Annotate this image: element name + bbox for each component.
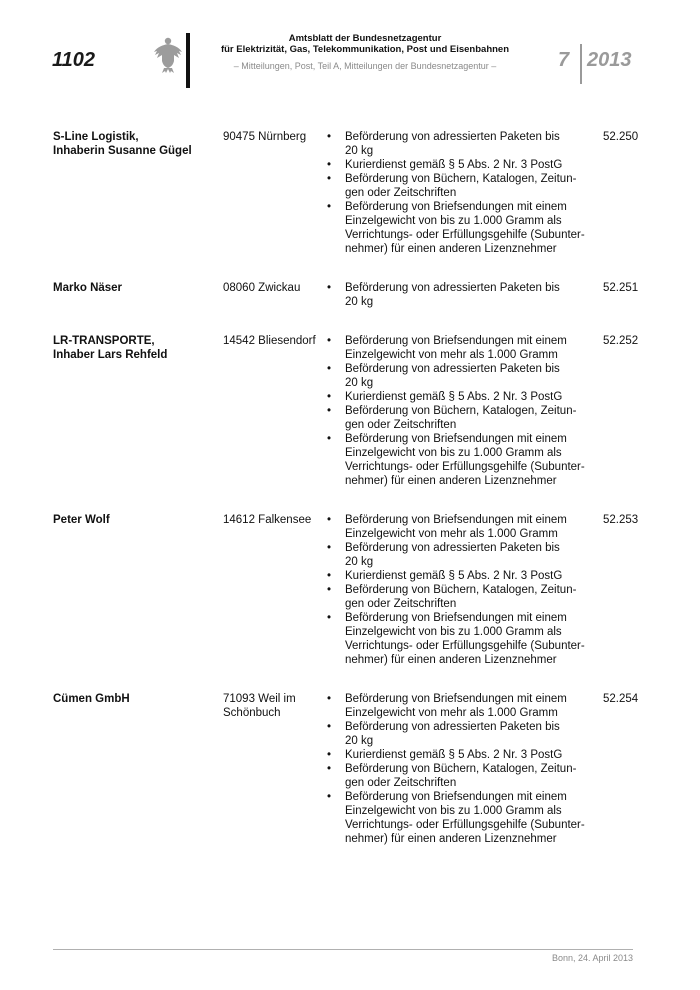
license-number: 52.250	[603, 131, 639, 143]
service-text-line: Kurierdienst gemäß § 5 Abs. 2 Nr. 3 PostG	[345, 749, 563, 761]
federal-eagle-icon	[153, 34, 183, 74]
bullet-icon: •	[327, 405, 332, 417]
licensee-name-line: Cümen GmbH	[53, 693, 130, 705]
service-text-line: Einzelgewicht von mehr als 1.000 Gramm	[345, 707, 558, 719]
service-text-line: Kurierdienst gemäß § 5 Abs. 2 Nr. 3 PostG	[345, 159, 563, 171]
service-text-line: Beförderung von adressierten Paketen bis	[345, 131, 560, 143]
service-text-line: gen oder Zeitschriften	[345, 419, 457, 431]
service-item	[327, 432, 603, 488]
service-list	[327, 281, 603, 309]
bullet-icon: •	[327, 570, 332, 582]
service-item	[327, 172, 603, 200]
service-text-line: 20 kg	[345, 296, 374, 308]
service-text-line: Beförderung von Briefsendungen mit einem	[345, 514, 567, 526]
service-item	[327, 158, 603, 172]
license-entry	[53, 334, 639, 488]
service-text	[345, 130, 603, 158]
journal-title-line2: für Elektrizität, Gas, Telekommunikation, Post und Eisenbahnen	[220, 44, 510, 55]
service-text-line: Beförderung von Briefsendungen mit einem	[345, 693, 567, 705]
service-item	[327, 790, 603, 846]
service-text	[345, 362, 603, 390]
licensee-name-line: Inhaberin Susanne Gügel	[53, 145, 192, 157]
bullet-icon: •	[327, 201, 332, 213]
licensee-name	[53, 281, 223, 309]
service-text	[345, 200, 603, 256]
service-text	[345, 569, 603, 583]
licensee-name-line: Marko Näser	[53, 282, 123, 294]
service-text-line: gen oder Zeitschriften	[345, 598, 457, 610]
service-text-line: 20 kg	[345, 735, 374, 747]
bullet-icon: •	[327, 335, 332, 347]
service-text-line: 20 kg	[345, 556, 374, 568]
journal-title-line1: Amtsblatt der Bundesnetzagentur	[288, 33, 442, 44]
licensee-location	[223, 334, 327, 488]
service-text-line: Einzelgewicht von bis zu 1.000 Gramm als	[345, 805, 562, 817]
service-text-line: nehmer) für einen anderen Lizenznehmer	[345, 243, 557, 255]
service-item	[327, 762, 603, 790]
service-text-line: Beförderung von Büchern, Katalogen, Zeitun-	[345, 173, 577, 185]
license-number: 52.254	[603, 693, 639, 705]
service-text-line: Einzelgewicht von bis zu 1.000 Gramm als	[345, 447, 562, 459]
service-text	[345, 172, 603, 200]
service-text	[345, 390, 603, 404]
licensee-location	[223, 130, 327, 256]
footer-rule	[53, 949, 633, 950]
service-text-line: Kurierdienst gemäß § 5 Abs. 2 Nr. 3 PostG	[345, 391, 563, 403]
license-entry	[53, 692, 639, 846]
service-text	[345, 432, 603, 488]
journal-title	[190, 33, 540, 55]
licensee-name	[53, 130, 223, 256]
service-item	[327, 569, 603, 583]
service-item	[327, 583, 603, 611]
licensee-name	[53, 334, 223, 488]
service-text-line: Verrichtungs- oder Erfüllungsgehilfe (Subunter-	[345, 640, 585, 652]
page-number: 1102	[52, 49, 96, 71]
licensee-location	[223, 281, 327, 309]
service-text-line: Beförderung von Briefsendungen mit einem	[345, 433, 567, 445]
service-text-line: Beförderung von Büchern, Katalogen, Zeitun-	[345, 405, 577, 417]
licensee-name-line: LR-TRANSPORTE,	[53, 335, 155, 347]
service-text-line: Beförderung von Büchern, Katalogen, Zeitun-	[345, 763, 577, 775]
licensee-name-line: Inhaber Lars Rehfeld	[53, 349, 168, 361]
service-item	[327, 130, 603, 158]
service-item	[327, 513, 603, 541]
issue-year: 2013	[587, 49, 632, 71]
service-text-line: Beförderung von Briefsendungen mit einem	[345, 335, 567, 347]
bullet-icon: •	[327, 763, 332, 775]
service-text	[345, 513, 603, 541]
service-list	[327, 513, 603, 667]
service-item	[327, 611, 603, 667]
location-line: 14542 Bliesendorf	[223, 335, 316, 347]
service-item	[327, 720, 603, 748]
service-text	[345, 334, 603, 362]
service-text-line: Verrichtungs- oder Erfüllungsgehilfe (Subunter-	[345, 229, 585, 241]
license-number: 52.251	[603, 282, 639, 294]
service-text-line: Einzelgewicht von mehr als 1.000 Gramm	[345, 349, 558, 361]
license-entry	[53, 130, 639, 256]
service-text-line: Einzelgewicht von bis zu 1.000 Gramm als	[345, 626, 562, 638]
service-text	[345, 790, 603, 846]
location-line: 14612 Falkensee	[223, 514, 312, 526]
bullet-icon: •	[327, 612, 332, 624]
service-text	[345, 748, 603, 762]
issue-number: 7	[558, 49, 570, 71]
service-item	[327, 334, 603, 362]
service-text-line: Beförderung von Briefsendungen mit einem	[345, 791, 567, 803]
service-item	[327, 200, 603, 256]
journal-subtitle: – Mitteilungen, Post, Teil A, Mitteilungen der Bundesnetzagentur –	[233, 61, 497, 71]
service-text-line: gen oder Zeitschriften	[345, 187, 457, 199]
service-item	[327, 748, 603, 762]
service-text-line: nehmer) für einen anderen Lizenznehmer	[345, 475, 557, 487]
bullet-icon: •	[327, 584, 332, 596]
service-text-line: gen oder Zeitschriften	[345, 777, 457, 789]
bullet-icon: •	[327, 693, 332, 705]
bullet-icon: •	[327, 391, 332, 403]
license-entry	[53, 513, 639, 667]
service-text	[345, 404, 603, 432]
location-line: 08060 Zwickau	[223, 282, 301, 294]
issue-divider	[580, 44, 582, 84]
service-text-line: 20 kg	[345, 145, 374, 157]
service-text-line: Verrichtungs- oder Erfüllungsgehilfe (Subunter-	[345, 819, 585, 831]
service-text-line: Beförderung von adressierten Paketen bis	[345, 363, 560, 375]
licensee-location	[223, 513, 327, 667]
service-text	[345, 692, 603, 720]
license-entries	[53, 130, 639, 871]
service-text-line: nehmer) für einen anderen Lizenznehmer	[345, 654, 557, 666]
licensee-name-line: Peter Wolf	[53, 514, 110, 526]
bullet-icon: •	[327, 173, 332, 185]
service-list	[327, 692, 603, 846]
service-text-line: Beförderung von Briefsendungen mit einem	[345, 612, 567, 624]
location-line: Schönbuch	[223, 707, 281, 719]
service-text-line: Verrichtungs- oder Erfüllungsgehilfe (Subunter-	[345, 461, 585, 473]
service-text-line: Beförderung von adressierten Paketen bis	[345, 282, 560, 294]
service-text	[345, 720, 603, 748]
service-text-line: Kurierdienst gemäß § 5 Abs. 2 Nr. 3 PostG	[345, 570, 563, 582]
service-item	[327, 362, 603, 390]
bullet-icon: •	[327, 159, 332, 171]
bullet-icon: •	[327, 433, 332, 445]
licensee-name	[53, 692, 223, 846]
service-text	[345, 611, 603, 667]
service-item	[327, 404, 603, 432]
license-entry	[53, 281, 639, 309]
service-text-line: 20 kg	[345, 377, 374, 389]
bullet-icon: •	[327, 721, 332, 733]
location-line: 71093 Weil im	[223, 693, 296, 705]
service-item	[327, 541, 603, 569]
service-text	[345, 281, 603, 309]
service-text	[345, 541, 603, 569]
service-text-line: Beförderung von adressierten Paketen bis	[345, 721, 560, 733]
service-text-line: Beförderung von Büchern, Katalogen, Zeitun-	[345, 584, 577, 596]
bullet-icon: •	[327, 282, 332, 294]
service-list	[327, 130, 603, 256]
service-text-line: Beförderung von adressierten Paketen bis	[345, 542, 560, 554]
licensee-name-line: S-Line Logistik,	[53, 131, 139, 143]
service-text	[345, 762, 603, 790]
bullet-icon: •	[327, 791, 332, 803]
service-item	[327, 692, 603, 720]
service-item	[327, 281, 603, 309]
bullet-icon: •	[327, 514, 332, 526]
service-text	[345, 158, 603, 172]
service-item	[327, 390, 603, 404]
license-number: 52.253	[603, 514, 639, 526]
service-text-line: Beförderung von Briefsendungen mit einem	[345, 201, 567, 213]
bullet-icon: •	[327, 749, 332, 761]
license-number: 52.252	[603, 335, 639, 347]
bullet-icon: •	[327, 363, 332, 375]
licensee-name	[53, 513, 223, 667]
footer-date: Bonn, 24. April 2013	[551, 953, 633, 963]
location-line: 90475 Nürnberg	[223, 131, 307, 143]
licensee-location	[223, 692, 327, 846]
service-text-line: nehmer) für einen anderen Lizenznehmer	[345, 833, 557, 845]
bullet-icon: •	[327, 542, 332, 554]
service-list	[327, 334, 603, 488]
service-text	[345, 583, 603, 611]
service-text-line: Einzelgewicht von bis zu 1.000 Gramm als	[345, 215, 562, 227]
service-text-line: Einzelgewicht von mehr als 1.000 Gramm	[345, 528, 558, 540]
bullet-icon: •	[327, 131, 332, 143]
